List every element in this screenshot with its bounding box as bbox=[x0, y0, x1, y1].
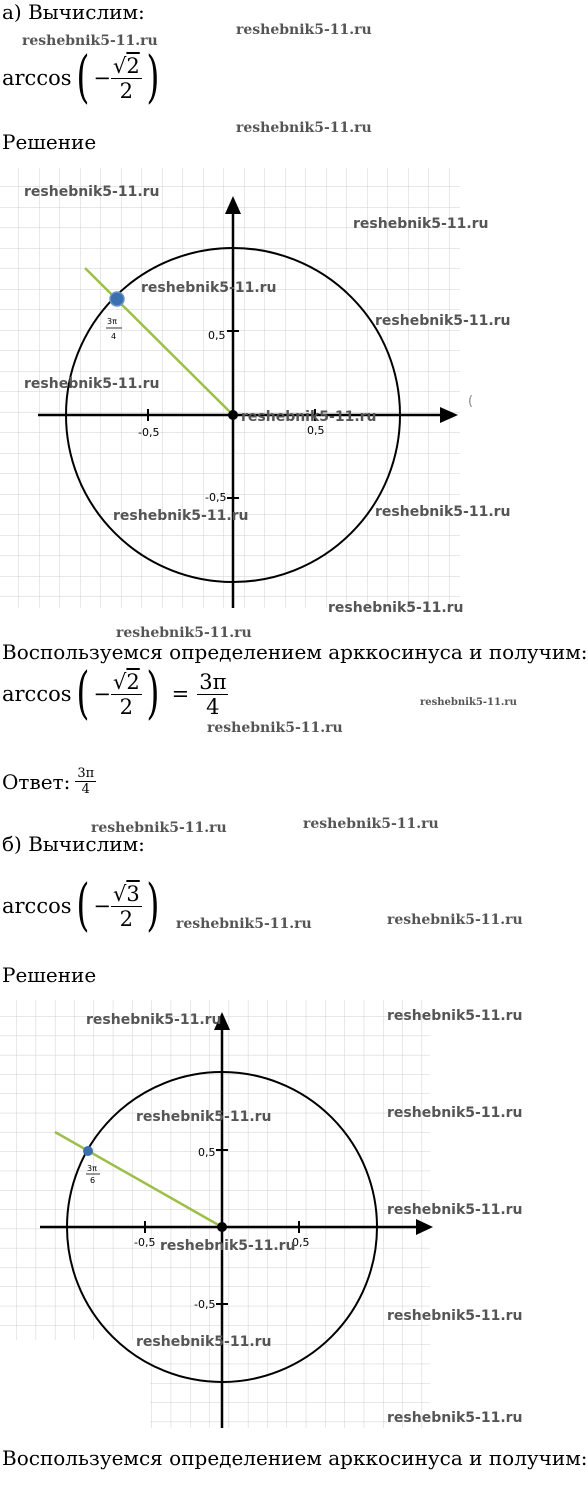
watermark: reshebnik5-11.ru bbox=[91, 820, 227, 836]
angle-point bbox=[83, 1146, 93, 1156]
part-a-heading: а) Вычислим: bbox=[2, 0, 145, 24]
label-half-neg-y: -0,5 bbox=[205, 491, 227, 504]
point-label-num: 3π bbox=[87, 1164, 97, 1173]
watermark: reshebnik5-11.ru bbox=[207, 720, 343, 736]
label-half-pos-y: 0,5 bbox=[198, 1146, 216, 1159]
label-half-neg-x: -0,5 bbox=[134, 1236, 156, 1249]
watermark: reshebnik5-11.ru bbox=[22, 33, 158, 49]
part-a-unit-circle-graph bbox=[0, 168, 511, 624]
watermark: reshebnik5-11.ru bbox=[136, 1334, 272, 1350]
watermark: reshebnik5-11.ru bbox=[387, 1202, 523, 1218]
part-b-expression: arccos ( − $\frac{√3}{2}$ ) bbox=[2, 873, 160, 938]
label-half-pos-x: 0,5 bbox=[307, 424, 325, 437]
part-b-unit-circle-graph bbox=[0, 1000, 546, 1428]
watermark: reshebnik5-11.ru bbox=[236, 22, 372, 38]
watermark: reshebnik5-11.ru bbox=[387, 1008, 523, 1024]
watermark: reshebnik5-11.ru bbox=[375, 504, 511, 520]
point-label-den: 6 bbox=[90, 1176, 96, 1185]
watermark: reshebnik5-11.ru bbox=[387, 912, 523, 928]
point-label-den: 4 bbox=[111, 332, 117, 341]
watermark: reshebnik5-11.ru bbox=[236, 120, 372, 136]
watermark: reshebnik5-11.ru bbox=[116, 625, 252, 641]
label-half-pos-y: 0,5 bbox=[208, 329, 226, 342]
part-b-heading: б) Вычислим: bbox=[2, 832, 145, 856]
watermark: reshebnik5-11.ru bbox=[86, 1012, 222, 1028]
watermark: reshebnik5-11.ru bbox=[241, 409, 377, 425]
angle-point bbox=[110, 292, 124, 306]
watermark: reshebnik5-11.ru bbox=[387, 1105, 523, 1121]
watermark: reshebnik5-11.ru bbox=[141, 280, 277, 296]
denominator: 2 bbox=[119, 78, 134, 103]
origin-point bbox=[217, 1222, 227, 1232]
watermark: reshebnik5-11.ru bbox=[328, 600, 464, 616]
part-b-solution-label: Решение bbox=[2, 963, 97, 987]
origin-point bbox=[228, 410, 238, 420]
arccos-fn: arccos bbox=[2, 66, 72, 90]
x-axis-letter: ( bbox=[468, 394, 474, 409]
watermark: reshebnik5-11.ru bbox=[387, 1308, 523, 1324]
radicand: 2 bbox=[126, 53, 140, 78]
watermark: reshebnik5-11.ru bbox=[387, 1410, 523, 1426]
label-half-neg-x: -0,5 bbox=[138, 426, 160, 439]
watermark: reshebnik5-11.ru bbox=[24, 376, 160, 392]
watermark: reshebnik5-11.ru bbox=[113, 508, 249, 524]
watermark: reshebnik5-11.ru bbox=[24, 184, 160, 200]
watermark: reshebnik5-11.ru bbox=[136, 1109, 272, 1125]
fraction: $\frac{√2}{2}$ bbox=[112, 53, 140, 103]
minus-sign: − bbox=[93, 66, 111, 90]
part-a-solution-label: Решение bbox=[2, 130, 97, 154]
label-half-neg-y: -0,5 bbox=[194, 1298, 216, 1311]
watermark: reshebnik5-11.ru bbox=[353, 216, 489, 232]
label-half-pos-x: 0,5 bbox=[292, 1236, 310, 1249]
part-a-definition-text: Воспользуемся определением арккосинуса и получим: bbox=[2, 640, 588, 664]
watermark: reshebnik5-11.ru bbox=[420, 697, 517, 708]
part-b-definition-text: Воспользуемся определением арккосинуса и получим: bbox=[2, 1446, 588, 1470]
watermark: reshebnik5-11.ru bbox=[160, 1238, 296, 1254]
point-label-num: 3π bbox=[107, 317, 117, 326]
answer-fraction: $\frac{3\pi}{4}$ bbox=[77, 766, 95, 797]
watermark: reshebnik5-11.ru bbox=[303, 816, 439, 832]
result-fraction: $\frac{3\pi}{4}$ bbox=[199, 669, 227, 719]
part-a-answer bbox=[2, 766, 96, 797]
watermark: reshebnik5-11.ru bbox=[375, 313, 511, 329]
part-a-expression: arccos ( − $\frac{√2}{2}$ ) bbox=[2, 45, 160, 110]
part-a-result-equation: arccos ( − $\frac{√2}{2}$ ) = $\frac{3\pi}{4}$ bbox=[2, 661, 227, 726]
answer-label: Ответ: bbox=[2, 769, 71, 794]
watermark: reshebnik5-11.ru bbox=[176, 916, 312, 932]
